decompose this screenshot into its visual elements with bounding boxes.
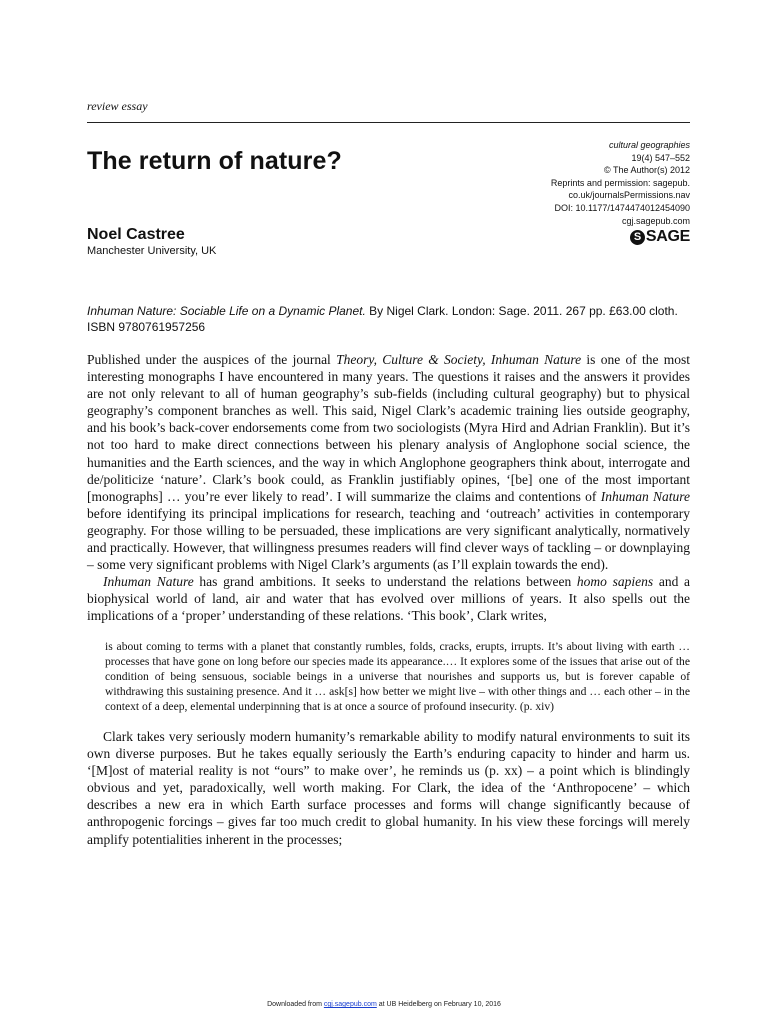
- text-run: before identifying its principal implications for research, teaching and ‘outreach’ activities in contemporary geography. For those willing to be persuaded, these implications are very significant analytically, normatively and practically. However, that willingness presumes readers will find clever ways of tackling – or downplaying – some very significant problems with Nigel Clark’s arguments (as I’ll explain towards the end).: [87, 505, 690, 573]
- download-note: [0, 1001, 768, 1008]
- article-title: The return of nature?: [87, 147, 342, 175]
- paragraph-3: Clark takes very seriously modern humanity’s remarkable ability to modify natural environments to suit its own diverse purposes. But he takes equally seriously the Earth’s enduring capacity to hinder and harm us. ‘[M]ost of material reality is not “ours” to make over’, he reminds us (p. xx) – a point which is blindingly obvious and yet, paradoxically, well worth making. For Clark, the idea of the ‘Anthropocene’ – which describes a new era in which Earth surface processes and forms will change significantly because of anthropogenic forcings – gives far too much credit to global humanity. In his view these forcings will merely amplify potentialities inherent in the processes;: [87, 728, 690, 847]
- author-name: Noel Castree: [87, 226, 185, 243]
- block-quote: is about coming to terms with a planet that constantly rumbles, folds, cracks, erupts, irrupts. It’s about living with earth … processes that have gone on long before our species made its appearance.… It explores some of the issues that arise out of the condition of being sensuous, sociable beings in a universe that nourishes and supports us, but is forever capable of withdrawing this sustaining presence. And it … ask[s] how better we might live – with other things and … each other – in the context of a deep, elemental underpinning that is at once a source of profound insecurity. (p. xiv): [105, 639, 690, 713]
- species-run: homo sapiens: [576, 574, 654, 590]
- body-text: [87, 351, 690, 848]
- text-run: and a biophysical world of land, air and water that has evolved over millions of years. It also spells out the implications of a ‘proper’ understanding of these relations. ‘This book’, Clark writes,: [87, 574, 691, 624]
- text-run: is one of the most interesting monographs I have encountered in many years. The questions it raises and the answers it provides are not only relevant to all of human geography’s sub-fields (including cultural geography) but to physical geography’s component branches as well. This said, Nigel Clark’s academic training lies outside geography, and his book’s back-cover endorsements come from two sociologists (Myra Hird and Adrian Franklin). But it’s not too hard to make direct connections between his plenary analysis of Anglophone social science, the humanities and the Earth sciences, and the way in which Anglophone geographers think about, interrogate and de/politicize ‘nature’. Clark’s book could, as Franklin justifiably opines, ‘[be] one of the most important [monographs] … you’re ever likely to read’. I will summarize the claims and contentions of: [87, 352, 690, 504]
- sage-mark-icon: S: [630, 230, 645, 245]
- journal-meta: [490, 139, 690, 227]
- text-run: has grand ambitions. It seeks to understand the relations between: [193, 574, 577, 590]
- book-details: By Nigel Clark. London: Sage. 2011. 267 pp. £63.00 cloth. ISBN 9780761957256: [87, 304, 678, 334]
- author-affiliation: Manchester University, UK: [87, 245, 217, 257]
- book-reference: [87, 303, 687, 335]
- journal-name: cultural geographies: [608, 140, 690, 150]
- journal-title-run: Theory, Culture & Society, Inhuman Nature: [336, 352, 582, 367]
- download-prefix: Downloaded from: [267, 1001, 324, 1008]
- reprints-line-1: Reprints and permission: sagepub.: [550, 177, 690, 188]
- book-title-run: Inhuman Nature: [600, 488, 690, 504]
- journal-site: cgj.sagepub.com: [621, 215, 690, 226]
- book-title-run: Inhuman Nature: [103, 574, 194, 590]
- volume-issue: 19(4) 547–552: [631, 152, 690, 163]
- sage-logo: [630, 228, 690, 246]
- reprints-line-2: co.uk/journalsPermissions.nav: [568, 190, 690, 201]
- paragraph-2: [87, 573, 690, 624]
- paragraph-1: [87, 351, 690, 573]
- text-run: Published under the auspices of the journal: [87, 352, 337, 367]
- book-title: Inhuman Nature: Sociable Life on a Dynamic Planet.: [87, 304, 366, 318]
- doi: DOI: 10.1177/1474474012454090: [554, 202, 690, 213]
- download-suffix: at UB Heidelberg on February 10, 2016: [376, 1001, 501, 1008]
- section-label: review essay: [87, 99, 148, 113]
- download-link[interactable]: cgj.sagepub.com: [323, 1001, 377, 1008]
- header-rule: [87, 122, 690, 123]
- copyright: © The Author(s) 2012: [603, 165, 690, 176]
- sage-wordmark: SAGE: [645, 228, 690, 245]
